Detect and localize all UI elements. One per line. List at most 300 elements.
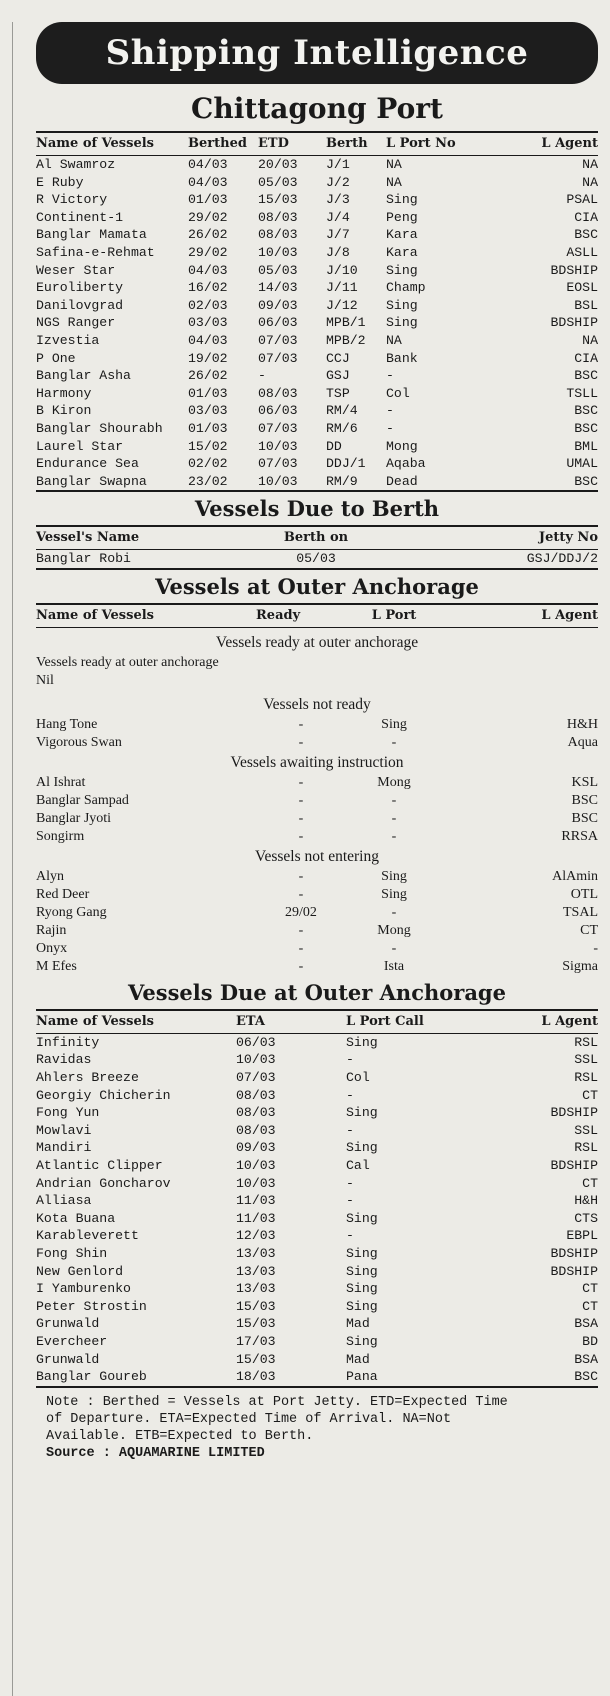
local-agent: CTS bbox=[574, 1210, 598, 1226]
etd: 07/03 bbox=[258, 332, 298, 348]
ready: 29/02 bbox=[285, 904, 317, 920]
awaiting-heading: Vessels awaiting instruction bbox=[230, 753, 404, 771]
vessel-name: Al Swamroz bbox=[36, 157, 116, 172]
table-row bbox=[36, 792, 598, 810]
last-port: Aqaba bbox=[386, 456, 426, 472]
table-row bbox=[36, 156, 598, 174]
due-outer-header bbox=[36, 1011, 598, 1033]
berthed-date: 23/02 bbox=[188, 473, 228, 489]
header-lagent: L Agent bbox=[541, 1013, 598, 1029]
berth: J/12 bbox=[326, 297, 358, 313]
local-agent: BD bbox=[582, 1333, 598, 1349]
vessel-name: Banglar Asha bbox=[36, 368, 131, 384]
local-agent: BSC bbox=[574, 227, 598, 243]
last-port: Peng bbox=[386, 209, 418, 225]
last-port-call: Sing bbox=[346, 1281, 378, 1297]
last-port: - bbox=[386, 403, 394, 419]
table-row bbox=[36, 297, 598, 315]
last-port: Ista bbox=[383, 958, 405, 974]
vessel-name: Red Deer bbox=[36, 886, 90, 902]
table-row bbox=[36, 209, 598, 227]
section-banner: Shipping Intelligence bbox=[36, 22, 598, 84]
berth: MPB/2 bbox=[326, 332, 366, 348]
vessel-name: R Victory bbox=[36, 192, 108, 208]
berth: J/3 bbox=[326, 192, 350, 208]
last-port-call: Sing bbox=[346, 1210, 378, 1226]
vessel-name: Evercheer bbox=[36, 1333, 108, 1349]
vessel-name: Andrian Goncharov bbox=[36, 1175, 171, 1191]
table-row bbox=[36, 1315, 598, 1333]
eta: 07/03 bbox=[236, 1070, 276, 1086]
eta: 17/03 bbox=[236, 1333, 276, 1349]
berthed-date: 03/03 bbox=[188, 403, 228, 419]
local-agent: CT bbox=[580, 922, 598, 938]
table-row bbox=[36, 1157, 598, 1175]
ready: - bbox=[298, 792, 304, 808]
eta: 13/03 bbox=[236, 1281, 276, 1297]
last-port: Kara bbox=[386, 227, 418, 243]
berthed-date: 29/02 bbox=[188, 209, 228, 225]
vessel-name: Georgiy Chicherin bbox=[36, 1087, 171, 1103]
eta: 18/03 bbox=[236, 1369, 276, 1385]
header-berth-on: Berth on bbox=[283, 530, 349, 546]
newspaper-page bbox=[0, 22, 610, 1696]
vessel-name: B Kiron bbox=[36, 403, 92, 419]
berthed-date: 01/03 bbox=[188, 192, 228, 208]
vessel-name: Banglar Sampad bbox=[36, 792, 129, 808]
local-agent: NA bbox=[582, 174, 598, 190]
table-row bbox=[36, 886, 598, 904]
table-row bbox=[36, 550, 598, 568]
local-agent: ASLL bbox=[566, 244, 598, 260]
last-port-call: Sing bbox=[346, 1298, 378, 1314]
table-row bbox=[36, 367, 598, 385]
etd: 14/03 bbox=[258, 280, 298, 296]
local-agent: CT bbox=[582, 1087, 598, 1103]
table-row bbox=[36, 1175, 598, 1193]
table-row bbox=[36, 332, 598, 350]
table-row bbox=[36, 1227, 598, 1245]
ready: - bbox=[298, 886, 304, 902]
local-agent: BSC bbox=[574, 403, 598, 419]
vessel-name: Fong Shin bbox=[36, 1246, 108, 1261]
etd: 15/03 bbox=[258, 192, 298, 208]
local-agent: EOSL bbox=[566, 280, 598, 296]
etd: 08/03 bbox=[258, 227, 298, 243]
ready-heading: Vessels ready at outer anchorage bbox=[215, 633, 419, 651]
last-port: NA bbox=[386, 157, 402, 172]
table-row bbox=[36, 734, 598, 752]
header-lport: L Port bbox=[371, 607, 417, 623]
vessel-name: Grunwald bbox=[36, 1351, 100, 1367]
vessel-name: Endurance Sea bbox=[36, 456, 139, 472]
table-row bbox=[36, 1122, 598, 1140]
local-agent: BDSHIP bbox=[550, 1105, 598, 1121]
header-name: Name of Vessels bbox=[36, 1013, 154, 1029]
local-agent: RSL bbox=[574, 1140, 598, 1156]
last-port-call: Sing bbox=[346, 1105, 378, 1121]
vessel-name: Onyx bbox=[36, 940, 68, 956]
vessel-name: Laurel Star bbox=[36, 438, 124, 454]
local-agent: BSL bbox=[574, 297, 598, 313]
vessel-name: Hang Tone bbox=[36, 716, 98, 732]
berth-on: 05/03 bbox=[296, 551, 336, 567]
etd: 06/03 bbox=[258, 315, 298, 331]
due-berth-header bbox=[36, 527, 598, 549]
last-port-call: Mad bbox=[346, 1351, 370, 1367]
last-port: Sing bbox=[381, 868, 407, 884]
eta: 15/03 bbox=[236, 1351, 276, 1367]
berthed-table bbox=[36, 131, 598, 492]
not-ready-body bbox=[36, 716, 598, 752]
header-eta: ETA bbox=[236, 1013, 265, 1029]
local-agent: TSAL bbox=[563, 904, 598, 920]
local-agent: KSL bbox=[571, 774, 598, 790]
last-port: Col bbox=[386, 385, 410, 401]
jetty-no: GSJ/DDJ/2 bbox=[526, 551, 598, 567]
local-agent: BSC bbox=[574, 368, 598, 384]
last-port: - bbox=[386, 368, 394, 384]
berthed-date: 04/03 bbox=[188, 332, 228, 348]
vessel-name: Banglar Jyoti bbox=[36, 810, 112, 826]
table-row bbox=[36, 1104, 598, 1122]
not-entering-body bbox=[36, 868, 598, 976]
last-port: NA bbox=[386, 174, 402, 190]
local-agent: TSLL bbox=[566, 385, 598, 401]
table-row bbox=[36, 174, 598, 192]
vessel-name: Harmony bbox=[36, 385, 92, 401]
table-row bbox=[36, 314, 598, 332]
vessel-name: Ahlers Breeze bbox=[36, 1070, 139, 1086]
berthed-date: 01/03 bbox=[188, 385, 228, 401]
vessel-name: Mowlavi bbox=[36, 1122, 92, 1138]
header-berth: Berth bbox=[326, 136, 368, 151]
outer-anchorage-title: Vessels at Outer Anchorage bbox=[155, 573, 479, 599]
etd: 20/03 bbox=[258, 157, 298, 172]
local-agent: CIA bbox=[574, 209, 598, 225]
local-agent: NA bbox=[582, 332, 598, 348]
vessel-name: Ryong Gang bbox=[36, 904, 107, 920]
local-agent: Aqua bbox=[567, 734, 598, 750]
last-port: Mong bbox=[386, 438, 418, 454]
vessel-name: Al Ishrat bbox=[36, 774, 86, 790]
vessel-name: M Efes bbox=[36, 958, 77, 974]
header-ready: Ready bbox=[256, 607, 301, 623]
eta: 10/03 bbox=[236, 1175, 276, 1191]
table-row bbox=[36, 402, 598, 420]
ready: - bbox=[298, 716, 304, 732]
awaiting-body bbox=[36, 774, 598, 846]
last-port: - bbox=[391, 792, 397, 808]
vessel-name: Banglar Shourabh bbox=[36, 420, 163, 436]
local-agent: SSL bbox=[574, 1052, 598, 1068]
ready: - bbox=[298, 734, 304, 750]
table-row bbox=[36, 1368, 598, 1386]
last-port-call: Sing bbox=[346, 1246, 378, 1261]
header-lport: L Port No bbox=[386, 136, 456, 151]
etd: 10/03 bbox=[258, 244, 298, 260]
last-port: Kara bbox=[386, 244, 418, 260]
eta: 13/03 bbox=[236, 1246, 276, 1261]
vessel-name: Rajin bbox=[36, 922, 67, 938]
vessel-name: Ravidas bbox=[36, 1052, 92, 1068]
last-port-call: - bbox=[346, 1228, 354, 1244]
local-agent: RRSA bbox=[561, 828, 598, 844]
etd: 05/03 bbox=[258, 262, 298, 278]
local-agent: PSAL bbox=[566, 192, 598, 208]
local-agent: AlAmin bbox=[552, 868, 598, 884]
last-port-call: - bbox=[346, 1175, 354, 1191]
last-port: - bbox=[386, 420, 394, 436]
last-port: NA bbox=[386, 332, 402, 348]
vessel-name: E Ruby bbox=[36, 174, 84, 190]
header-jetty-no: Jetty No bbox=[538, 530, 598, 546]
ready: - bbox=[298, 810, 304, 826]
local-agent: Sigma bbox=[562, 958, 598, 974]
last-port-call: Sing bbox=[346, 1263, 378, 1279]
last-port-call: Sing bbox=[346, 1333, 378, 1349]
last-port: Mong bbox=[377, 774, 411, 790]
outer-header bbox=[36, 605, 598, 627]
berthed-date: 03/03 bbox=[188, 315, 228, 331]
last-port-call: - bbox=[346, 1193, 354, 1209]
etd: 09/03 bbox=[258, 297, 298, 313]
due-outer-title: Vessels Due at Outer Anchorage bbox=[128, 979, 506, 1005]
berth: DD bbox=[326, 438, 342, 454]
berthed-date: 15/02 bbox=[188, 438, 228, 454]
berth: J/4 bbox=[326, 209, 350, 225]
table-row bbox=[36, 438, 598, 456]
table-row bbox=[36, 868, 598, 886]
page-fold-line bbox=[12, 22, 13, 1696]
table-row bbox=[36, 244, 598, 262]
last-port: Sing bbox=[386, 262, 418, 278]
local-agent: - bbox=[593, 940, 598, 956]
vessel-name: Karableverett bbox=[36, 1228, 139, 1244]
table-row bbox=[36, 1298, 598, 1316]
etd: 07/03 bbox=[258, 456, 298, 472]
table-row bbox=[36, 473, 598, 491]
vessel-name: Banglar Robi bbox=[36, 551, 131, 567]
berthed-date: 26/02 bbox=[188, 368, 228, 384]
table-row bbox=[36, 716, 598, 734]
local-agent: EBPL bbox=[566, 1228, 598, 1244]
last-port-call: Cal bbox=[346, 1158, 370, 1174]
eta: 15/03 bbox=[236, 1298, 276, 1314]
local-agent: RSL bbox=[574, 1070, 598, 1086]
berthed-date: 04/03 bbox=[188, 262, 228, 278]
etd: 07/03 bbox=[258, 350, 298, 366]
vessel-name: Atlantic Clipper bbox=[36, 1158, 163, 1174]
last-port-call: Sing bbox=[346, 1140, 378, 1156]
berth: J/1 bbox=[326, 157, 350, 172]
local-agent: H&H bbox=[574, 1193, 598, 1209]
due-outer-table bbox=[36, 1009, 598, 1388]
berthed-header-row bbox=[36, 133, 598, 155]
port-title: Chittagong Port bbox=[191, 92, 443, 125]
eta: 08/03 bbox=[236, 1105, 276, 1121]
berth: TSP bbox=[326, 385, 350, 401]
vessel-name: Mandiri bbox=[36, 1140, 92, 1156]
ready: - bbox=[298, 868, 304, 884]
local-agent: BDSHIP bbox=[550, 1263, 598, 1279]
berthed-date: 04/03 bbox=[188, 174, 228, 190]
last-port-call: - bbox=[346, 1052, 354, 1068]
last-port-call: Col bbox=[346, 1070, 370, 1086]
local-agent: CT bbox=[582, 1281, 598, 1297]
table-row bbox=[36, 828, 598, 846]
last-port: - bbox=[391, 734, 397, 750]
last-port-call: - bbox=[346, 1122, 354, 1138]
vessel-name: P One bbox=[36, 350, 76, 366]
ready: - bbox=[298, 940, 304, 956]
table-row bbox=[36, 958, 598, 976]
table-row bbox=[36, 1245, 598, 1263]
eta: 12/03 bbox=[236, 1228, 276, 1244]
due-berth-bottom-rule bbox=[36, 568, 598, 570]
local-agent: SSL bbox=[574, 1122, 598, 1138]
eta: 11/03 bbox=[236, 1193, 276, 1209]
local-agent: BDSHIP bbox=[550, 1246, 598, 1261]
due-outer-body bbox=[36, 1034, 598, 1386]
vessel-name: Infinity bbox=[36, 1034, 100, 1050]
vessel-name: Grunwald bbox=[36, 1316, 100, 1332]
local-agent: BDSHIP bbox=[550, 1158, 598, 1174]
table-row bbox=[36, 420, 598, 438]
vessel-name: Banglar Mamata bbox=[36, 227, 147, 243]
etd: 08/03 bbox=[258, 209, 298, 225]
vessel-name: New Genlord bbox=[36, 1263, 124, 1279]
due-berth-title: Vessels Due to Berth bbox=[194, 496, 440, 522]
table-row bbox=[36, 922, 598, 940]
ready-nil: Nil bbox=[36, 672, 54, 688]
local-agent: UMAL bbox=[566, 456, 598, 472]
header-vessel-name: Vessel's Name bbox=[36, 530, 140, 546]
last-port-call: Pana bbox=[346, 1369, 378, 1385]
local-agent: BSC bbox=[571, 792, 598, 808]
table-row bbox=[36, 940, 598, 958]
note-line-3: Available. ETB=Expected to Berth. bbox=[46, 1428, 314, 1444]
berthed-date: 04/03 bbox=[188, 157, 228, 172]
ready: - bbox=[298, 774, 304, 790]
berth: GSJ bbox=[326, 368, 350, 384]
local-agent: BSA bbox=[574, 1351, 598, 1367]
table-row bbox=[36, 279, 598, 297]
last-port: - bbox=[391, 828, 397, 844]
ready: - bbox=[298, 922, 304, 938]
table-row bbox=[36, 1069, 598, 1087]
berth: RM/9 bbox=[326, 473, 358, 489]
eta: 13/03 bbox=[236, 1263, 276, 1279]
vessel-name: Peter Strostin bbox=[36, 1298, 147, 1314]
eta: 06/03 bbox=[236, 1034, 276, 1050]
header-berthed: Berthed bbox=[188, 136, 247, 151]
table-row bbox=[36, 1280, 598, 1298]
not-entering-heading: Vessels not entering bbox=[255, 847, 379, 865]
table-bottom-rule bbox=[36, 490, 598, 492]
table-row bbox=[36, 226, 598, 244]
last-port-call: Mad bbox=[346, 1316, 370, 1332]
vessel-name: Kota Buana bbox=[36, 1210, 116, 1226]
table-row bbox=[36, 904, 598, 922]
berth: RM/6 bbox=[326, 420, 358, 436]
not-ready-heading: Vessels not ready bbox=[263, 695, 371, 713]
berthed-date: 01/03 bbox=[188, 420, 228, 436]
vessel-name: I Yamburenko bbox=[36, 1281, 131, 1297]
berthed-date: 02/02 bbox=[188, 456, 228, 472]
berth: J/2 bbox=[326, 174, 350, 190]
local-agent: BML bbox=[574, 438, 598, 454]
header-lport-call: L Port Call bbox=[346, 1013, 424, 1029]
berthed-date: 29/02 bbox=[188, 244, 228, 260]
outer-anchorage-table bbox=[36, 603, 598, 976]
header-lagent: L Agent bbox=[541, 607, 598, 623]
table-row bbox=[36, 385, 598, 403]
etd: 06/03 bbox=[258, 403, 298, 419]
header-name: Name of Vessels bbox=[36, 136, 154, 151]
header-lagent: L Agent bbox=[541, 136, 598, 151]
local-agent: BDSHIP bbox=[550, 262, 598, 278]
table-row bbox=[36, 191, 598, 209]
last-port: Mong bbox=[377, 922, 411, 938]
berthed-date: 26/02 bbox=[188, 227, 228, 243]
table-row bbox=[36, 774, 598, 792]
eta: 08/03 bbox=[236, 1087, 276, 1103]
ready: - bbox=[298, 828, 304, 844]
berth: J/11 bbox=[326, 280, 358, 296]
local-agent: CT bbox=[582, 1298, 598, 1314]
header-name: Name of Vessels bbox=[36, 607, 154, 623]
table-row bbox=[36, 1351, 598, 1369]
berth: MPB/1 bbox=[326, 315, 366, 331]
local-agent: BSC bbox=[574, 1369, 598, 1385]
vessel-name: Fong Yun bbox=[36, 1105, 100, 1121]
berth: J/7 bbox=[326, 227, 350, 243]
last-port: Sing bbox=[386, 297, 418, 313]
berth: RM/4 bbox=[326, 403, 358, 419]
local-agent: OTL bbox=[570, 886, 598, 902]
table-row bbox=[36, 1087, 598, 1105]
eta: 15/03 bbox=[236, 1316, 276, 1332]
due-berth-table bbox=[36, 525, 598, 570]
local-agent: BSC bbox=[574, 420, 598, 436]
local-agent: BSC bbox=[571, 810, 598, 826]
etd: 08/03 bbox=[258, 385, 298, 401]
vessel-name: Alliasa bbox=[36, 1193, 92, 1209]
last-port: Sing bbox=[386, 315, 418, 331]
footnote bbox=[36, 1388, 598, 1462]
vessel-name: Euroliberty bbox=[36, 280, 124, 296]
berth: CCJ bbox=[326, 350, 350, 366]
local-agent: H&H bbox=[566, 716, 598, 732]
vessel-name: Alyn bbox=[36, 868, 64, 884]
etd: 10/03 bbox=[258, 438, 298, 454]
berth: J/8 bbox=[326, 244, 350, 260]
table-row bbox=[36, 1192, 598, 1210]
local-agent: RSL bbox=[574, 1034, 598, 1050]
vessel-name: Izvestia bbox=[36, 332, 100, 348]
berthed-date: 02/03 bbox=[188, 297, 228, 313]
vessel-name: Continent-1 bbox=[36, 209, 124, 225]
note-line-2: of Departure. ETA=Expected Time of Arrival. NA=Not bbox=[46, 1411, 452, 1427]
ready-text: Vessels ready at outer anchorage bbox=[36, 654, 219, 670]
ready: - bbox=[298, 958, 304, 974]
vessel-name: Vigorous Swan bbox=[36, 734, 122, 750]
eta: 09/03 bbox=[236, 1140, 276, 1156]
table-row bbox=[36, 350, 598, 368]
last-port: Champ bbox=[386, 280, 426, 296]
outer-header-rule bbox=[36, 627, 598, 628]
